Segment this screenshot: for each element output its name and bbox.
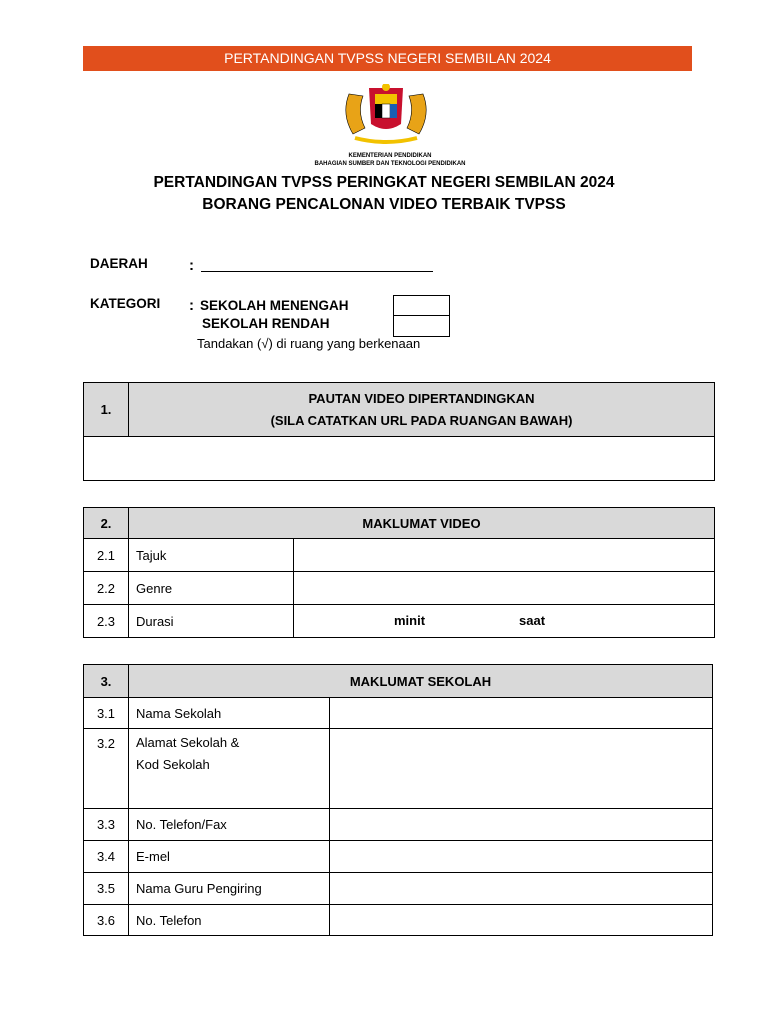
section2-number: 2. — [84, 508, 129, 539]
ministry-name — [290, 152, 490, 168]
row-number: 3.2 — [84, 729, 129, 809]
nama-sekolah-label: Nama Sekolah — [129, 698, 330, 729]
page-banner: PERTANDINGAN TVPSS NEGERI SEMBILAN 2024 — [83, 46, 692, 71]
saat-label: saat — [519, 613, 546, 628]
alamat-sekolah-field[interactable] — [330, 729, 713, 809]
row-number: 3.4 — [84, 841, 129, 873]
row-number: 3.6 — [84, 905, 129, 936]
emel-label: E-mel — [129, 841, 330, 873]
emel-field[interactable] — [330, 841, 713, 873]
kategori-option-menengah: SEKOLAH MENENGAH — [200, 298, 349, 313]
section2-table — [83, 507, 715, 638]
ministry-line1: KEMENTERIAN PENDIDIKAN — [348, 153, 432, 159]
section1-instruction: (SILA CATATKAN URL PADA RUANGAN BAWAH) — [270, 412, 573, 428]
no-telefon-field[interactable] — [330, 905, 713, 936]
coat-of-arms-logo — [339, 84, 433, 150]
genre-field[interactable] — [294, 572, 715, 605]
guru-pengiring-field[interactable] — [330, 873, 713, 905]
kategori-colon: : — [189, 297, 194, 314]
row-number: 2.1 — [84, 539, 129, 572]
row-number: 2.2 — [84, 572, 129, 605]
kategori-option-rendah: SEKOLAH RENDAH — [202, 316, 330, 331]
kategori-instruction: Tandakan (√) di ruang yang berkenaan — [197, 336, 421, 351]
checkbox-menengah[interactable] — [393, 295, 450, 316]
minit-label: minit — [394, 613, 426, 628]
section1-title: PAUTAN VIDEO DIPERTANDINGKAN — [308, 390, 535, 406]
ministry-line2: BAHAGIAN SUMBER DAN TEKNOLOGI PENDIDIKAN — [314, 161, 466, 167]
form-subtitle: BORANG PENCALONAN VIDEO TERBAIK TVPSS — [202, 196, 566, 213]
guru-pengiring-label: Nama Guru Pengiring — [129, 873, 330, 905]
section3-table — [83, 664, 713, 936]
telefon-fax-label: No. Telefon/Fax — [129, 809, 330, 841]
form-title: PERTANDINGAN TVPSS PERINGKAT NEGERI SEMBILAN 2024 — [153, 174, 615, 191]
tajuk-field[interactable] — [294, 539, 715, 572]
section1-table — [83, 382, 715, 481]
durasi-label: Durasi — [129, 605, 294, 638]
durasi-field[interactable] — [294, 605, 715, 638]
nama-sekolah-field[interactable] — [330, 698, 713, 729]
no-telefon-label: No. Telefon — [129, 905, 330, 936]
daerah-label: DAERAH — [90, 256, 148, 271]
video-url-field[interactable] — [84, 437, 715, 481]
kategori-label: KATEGORI — [90, 296, 161, 311]
alamat-sekolah-label — [129, 729, 330, 809]
alamat-label-line1: Alamat Sekolah & — [136, 735, 240, 750]
section1-number: 1. — [84, 383, 129, 437]
telefon-fax-field[interactable] — [330, 809, 713, 841]
row-number: 3.5 — [84, 873, 129, 905]
section3-number: 3. — [84, 665, 129, 698]
section1-header — [129, 383, 715, 437]
daerah-colon: : — [189, 257, 194, 274]
checkbox-rendah[interactable] — [393, 315, 450, 337]
alamat-label-line2: Kod Sekolah — [136, 757, 210, 772]
tajuk-label: Tajuk — [129, 539, 294, 572]
row-number: 2.3 — [84, 605, 129, 638]
row-number: 3.3 — [84, 809, 129, 841]
daerah-input-line[interactable] — [201, 271, 433, 272]
section3-title: MAKLUMAT SEKOLAH — [129, 665, 713, 698]
row-number: 3.1 — [84, 698, 129, 729]
section2-title: MAKLUMAT VIDEO — [129, 508, 715, 539]
genre-label: Genre — [129, 572, 294, 605]
